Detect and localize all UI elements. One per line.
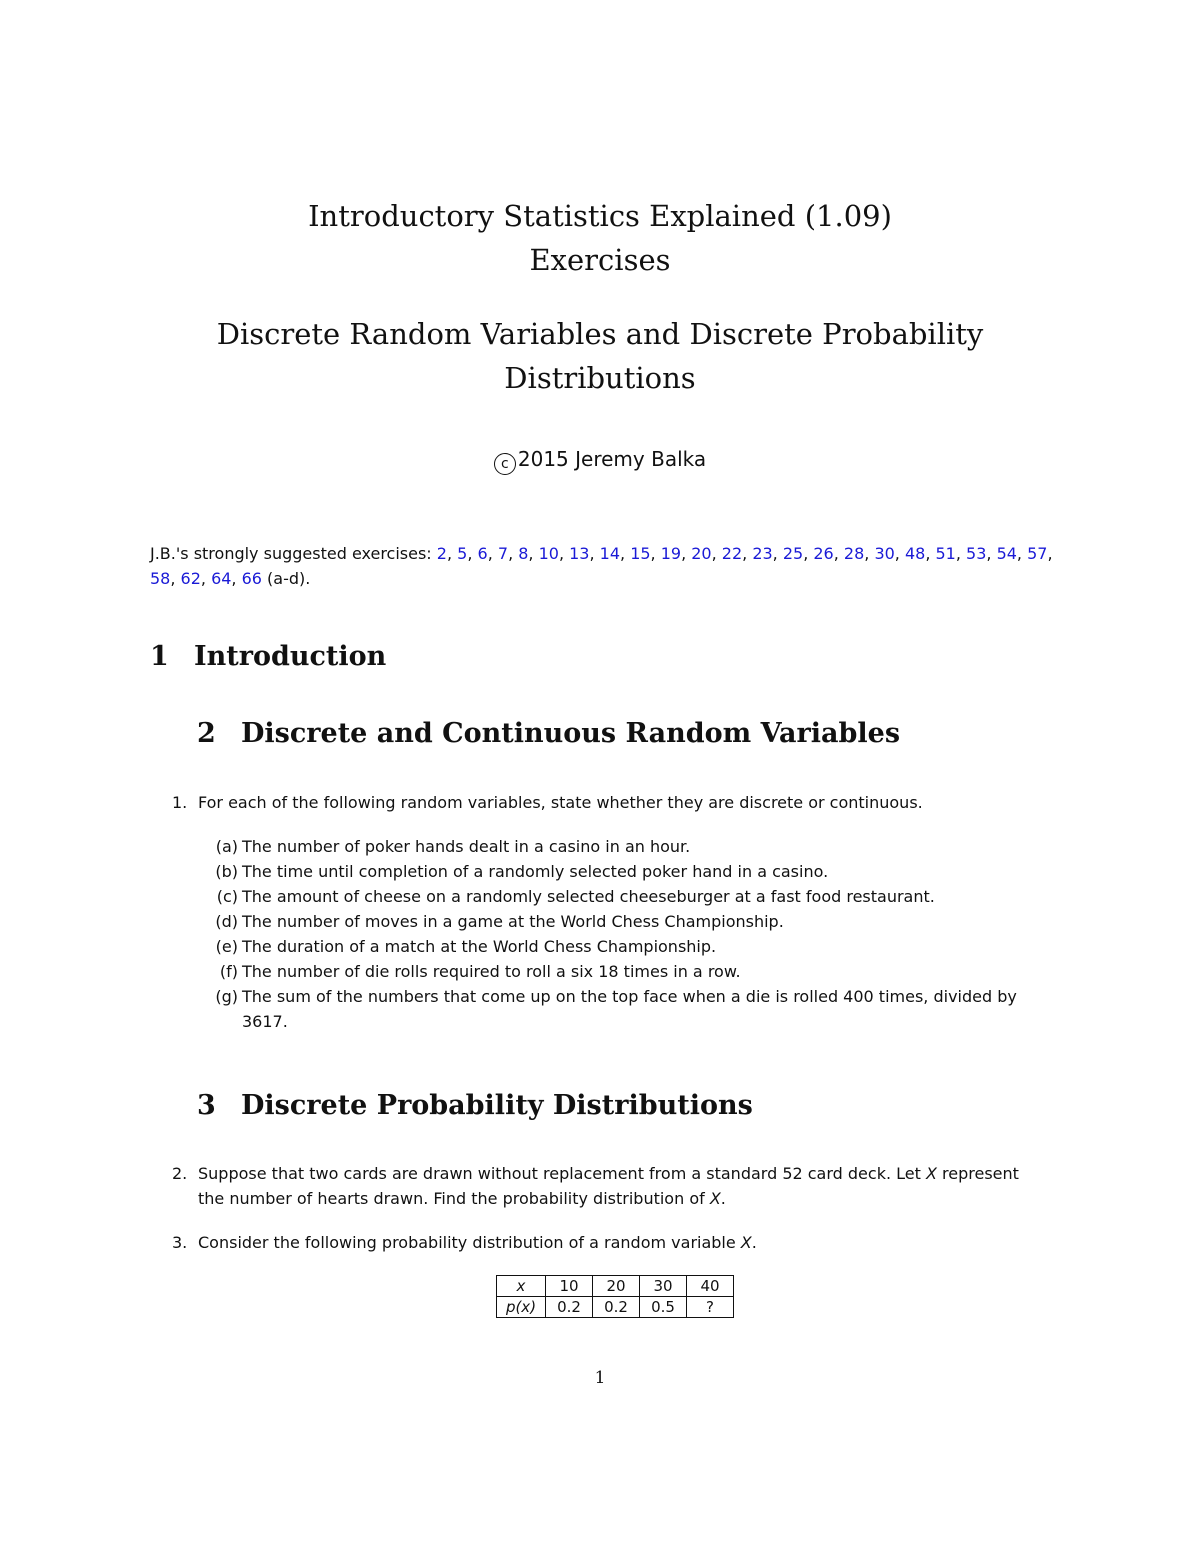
- suggested-label: J.B.'s strongly suggested exercises:: [150, 544, 432, 563]
- part-label: (a): [215, 837, 238, 856]
- list-item: [215, 834, 1052, 859]
- table-row: [497, 1297, 734, 1318]
- exercise-link[interactable]: 23: [752, 544, 773, 563]
- chapter-title-line2: Distributions: [504, 361, 696, 395]
- list-item: [215, 934, 1052, 959]
- part-text: The number of die rolls required to roll a six 18 times in a row.: [242, 962, 741, 981]
- exercise-text: For each of the following random variables, state whether they are discrete or continuous.: [198, 793, 923, 812]
- part-label: (e): [215, 937, 238, 956]
- exercise-link[interactable]: 15: [630, 544, 651, 563]
- table-cell: 0.2: [546, 1297, 593, 1318]
- exercise-text-b: .: [751, 1233, 757, 1252]
- section-heading-1: [150, 640, 386, 674]
- part-text: The sum of the numbers that come up on the top face when a die is rolled 400 times, divided by 3617.: [242, 987, 1017, 1031]
- table-cell: 0.5: [640, 1297, 687, 1318]
- math-variable: X: [709, 1189, 721, 1208]
- section-heading-3: [197, 1089, 753, 1123]
- exercise-link[interactable]: 6: [477, 544, 488, 563]
- part-text: The number of moves in a game at the World Chess Championship.: [242, 912, 784, 931]
- table-cell: 20: [593, 1276, 640, 1297]
- exercise-link[interactable]: 66: [241, 569, 262, 588]
- part-label: (g): [215, 987, 238, 1006]
- list-item: [219, 959, 1052, 984]
- suggested-exercises: [150, 541, 1060, 591]
- exercise-link[interactable]: 48: [904, 544, 926, 563]
- page-number: 1: [594, 1368, 606, 1388]
- part-text: The amount of cheese on a randomly selected cheeseburger at a fast food restaurant.: [242, 887, 935, 906]
- copyright-text: 2015 Jeremy Balka: [517, 447, 707, 471]
- exercise-link[interactable]: 10: [538, 544, 559, 563]
- exercise-link[interactable]: 20: [691, 544, 712, 563]
- exercise-link[interactable]: 64: [211, 569, 232, 588]
- exercise-number: 2.: [172, 1164, 188, 1183]
- exercise-number: 1.: [172, 793, 188, 812]
- math-variable: X: [740, 1233, 752, 1252]
- exercise-3: [172, 1230, 1050, 1255]
- part-text: The duration of a match at the World Chess Championship.: [242, 937, 717, 956]
- chapter-title-line1: Discrete Random Variables and Discrete Probability: [216, 317, 984, 351]
- part-label: (c): [216, 887, 238, 906]
- exercise-link[interactable]: 30: [874, 544, 895, 563]
- math-variable: X: [925, 1164, 937, 1183]
- exercise-2: [172, 1161, 1050, 1211]
- exercise-text-a: Consider the following probability distribution of a random variable: [198, 1233, 741, 1252]
- list-item: [216, 884, 1052, 909]
- section-number: 2: [197, 718, 216, 749]
- part-text: The time until completion of a randomly selected poker hand in a casino.: [242, 862, 829, 881]
- section-number: 3: [197, 1090, 216, 1121]
- exercise-link[interactable]: 25: [782, 544, 804, 563]
- exercise-link[interactable]: 51: [935, 544, 956, 563]
- exercise-1: [172, 790, 1058, 815]
- exercise-link[interactable]: 54: [996, 544, 1017, 563]
- section-number: 1: [150, 641, 169, 672]
- table-header-x: x: [497, 1276, 546, 1297]
- copyright-icon: c: [494, 453, 516, 475]
- doc-subtitle: Exercises: [529, 243, 671, 277]
- exercise-link[interactable]: 28: [843, 544, 865, 563]
- exercise-link[interactable]: 19: [660, 544, 682, 563]
- exercise-link[interactable]: 14: [599, 544, 621, 563]
- exercise-link[interactable]: 22: [721, 544, 743, 563]
- part-text: The number of poker hands dealt in a casino in an hour.: [242, 837, 691, 856]
- list-item: [215, 859, 1052, 884]
- exercise-link[interactable]: 58: [150, 569, 171, 588]
- table-cell: ?: [687, 1297, 734, 1318]
- exercise-text-b: represent the number of hearts drawn. Find the probability distribution of: [198, 1164, 1019, 1208]
- exercise-number: 3.: [172, 1233, 188, 1252]
- list-item: [215, 984, 1052, 1034]
- table-cell: 10: [546, 1276, 593, 1297]
- exercise-link[interactable]: 62: [180, 569, 201, 588]
- table-row: [497, 1276, 734, 1297]
- part-label: (f): [219, 962, 238, 981]
- part-label: (b): [215, 862, 238, 881]
- table-cell: 30: [640, 1276, 687, 1297]
- exercise-1-parts: [215, 834, 1052, 1034]
- exercise-link[interactable]: 57: [1027, 544, 1048, 563]
- exercise-link[interactable]: 8: [518, 544, 529, 563]
- exercise-link[interactable]: 26: [813, 544, 834, 563]
- section-heading-2: [197, 717, 900, 751]
- section-title: Discrete and Continuous Random Variables: [241, 718, 901, 749]
- copyright-line: [0, 446, 1200, 475]
- list-item: [215, 909, 1052, 934]
- exercise-link[interactable]: 5: [457, 544, 468, 563]
- part-label: (d): [215, 912, 238, 931]
- table-header-px: p(x): [497, 1297, 546, 1318]
- exercise-link[interactable]: 53: [966, 544, 987, 563]
- probability-table: [496, 1275, 734, 1318]
- exercise-text-c: .: [720, 1189, 726, 1208]
- exercise-link[interactable]: 7: [497, 544, 509, 563]
- exercise-text-a: Suppose that two cards are drawn without replacement from a standard 52 card deck. Let: [198, 1164, 926, 1183]
- exercise-link[interactable]: 2: [436, 544, 447, 563]
- doc-title: Introductory Statistics Explained (1.09): [308, 199, 892, 233]
- table-cell: 0.2: [593, 1297, 640, 1318]
- table-cell: 40: [687, 1276, 734, 1297]
- exercise-link[interactable]: 13: [569, 544, 590, 563]
- suggested-list: 2, 5, 6, 7, 8, 10, 13, 14, 15, 19, 20, 22, 23, 25, 26, 28, 30, 48, 51, 53, 54, 57, 58, 62, 64, 66: [150, 544, 1053, 588]
- section-title: Introduction: [194, 641, 387, 672]
- section-title: Discrete Probability Distributions: [241, 1090, 753, 1121]
- suggested-suffix: (a-d).: [267, 569, 311, 588]
